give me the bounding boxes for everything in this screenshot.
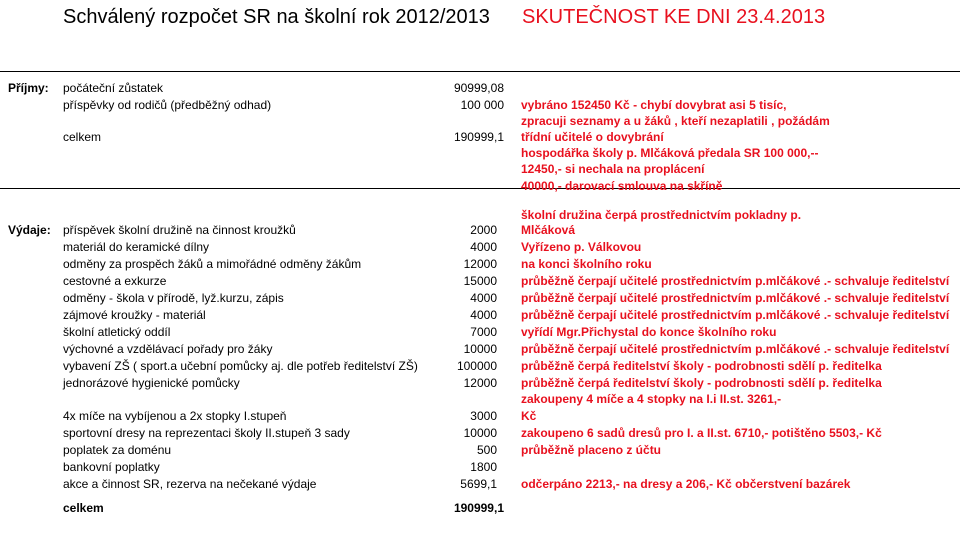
expense-row-value: 4000 (470, 240, 497, 254)
expense-row-name: odměny - škola v přírodě, lyž.kurzu, zápis (63, 291, 284, 305)
expense-row-name: vybavení ZŠ ( sport.a učební pomůcky aj. dle potřeb ředitelství ZŠ) (63, 359, 418, 373)
expense-note: průběžně čerpají učitelé prostřednictvím p.mlčákové .- schvaluje ředitelství (521, 308, 950, 322)
expense-row-value: 15000 (463, 274, 497, 288)
expense-row-value: 12000 (463, 376, 497, 390)
expense-row-name: materiál do keramické dílny (63, 240, 210, 254)
expense-row-name: zájmové kroužky - materiál (63, 308, 206, 322)
expense-note: Kč (521, 409, 537, 423)
grand-total-value: 190999,1 (453, 501, 504, 515)
expense-note: zakoupeny 4 míče a 4 stopky na I.i II.st. 3261,- (521, 392, 782, 406)
expense-row-value: 10000 (463, 342, 497, 356)
expense-note: průběžně čerpají učitelé prostřednictvím p.mlčákové .- schvaluje ředitelství (521, 274, 950, 288)
expense-row-name: bankovní poplatky (63, 460, 160, 474)
expense-row-name: 4x míče na vybíjenou a 2x stopky I.stupeň (63, 409, 287, 423)
expense-row-value: 2000 (470, 223, 497, 237)
page-title: Schválený rozpočet SR na školní rok 2012/2013 (63, 6, 490, 28)
expense-row-name: sportovní dresy na reprezentaci školy II.stupeň 3 sady (63, 426, 350, 440)
income-note: vybráno 152450 Kč - chybí dovybrat asi 5 tisíc, (521, 98, 787, 112)
expense-note: Vyřízeno p. Válkovou (521, 240, 642, 254)
expense-row-value: 1800 (470, 460, 497, 474)
income-note: hospodářka školy p. Mlčáková předala SR 100 000,-- (521, 146, 819, 160)
income-total-name: celkem (63, 130, 102, 144)
expense-row-name: příspěvek školní družině na činnost kroužků (63, 223, 296, 237)
income-note: 12450,- si nechala na proplácení (521, 162, 705, 176)
income-note: 40000,- darovací smlouva na skříně (521, 179, 723, 193)
expense-row-value: 10000 (463, 426, 497, 440)
expense-row-name: odměny za prospěch žáků a mimořádné odměny žákům (63, 257, 362, 271)
income-total-value: 190999,1 (453, 130, 504, 144)
expense-row-value: 500 (476, 443, 497, 457)
expense-row-name: výchovné a vzdělávací pořady pro žáky (63, 342, 273, 356)
expense-note: průběžně čerpá ředitelství školy - podrobnosti sdělí p. ředitelka (521, 359, 882, 373)
expense-row-name: školní atletický oddíl (63, 325, 171, 339)
expense-note: školní družina čerpá prostřednictvím pokladny p. (521, 208, 802, 222)
expense-note: na konci školního roku (521, 257, 652, 271)
income-row-name: příspěvky od rodičů (předběžný odhad) (63, 98, 272, 112)
income-note: třídní učitelé o dovybrání (521, 130, 664, 144)
expense-row-value: 7000 (470, 325, 497, 339)
expense-row-value: 3000 (470, 409, 497, 423)
expense-note: průběžně čerpají učitelé prostřednictvím p.mlčákové .- schvaluje ředitelství (521, 291, 950, 305)
expense-row-value: 100000 (456, 359, 497, 373)
expense-row-name: cestovné a exkurze (63, 274, 167, 288)
expense-note: průběžně čerpá ředitelství školy - podrobnosti sdělí p. ředitelka (521, 376, 882, 390)
expense-row-name: jednorázové hygienické pomůcky (63, 376, 240, 390)
expense-row-value: 4000 (470, 291, 497, 305)
expense-note: vyřídí Mgr.Přichystal do konce školního roku (521, 325, 777, 339)
divider-middle (0, 188, 960, 189)
income-row-value: 100 000 (460, 98, 504, 112)
expense-row-name: akce a činnost SR, rezerva na nečekané výdaje (63, 477, 317, 491)
income-row-value: 90999,08 (453, 81, 504, 95)
expense-note: zakoupeno 6 sadů dresů pro I. a II.st. 6710,- potištěno 5503,- Kč (521, 426, 882, 440)
expense-row-name: poplatek za doménu (63, 443, 172, 457)
income-note: zpracuji seznamy a u žáků , kteří nezaplatili , požádám (521, 114, 830, 128)
grand-total-label: celkem (63, 501, 104, 515)
divider-top (0, 71, 960, 72)
expense-row-value: 4000 (470, 308, 497, 322)
expense-note: Mlčáková (521, 223, 576, 237)
expense-note: průběžně čerpají učitelé prostřednictvím p.mlčákové .- schvaluje ředitelství (521, 342, 950, 356)
income-row-name: počáteční zůstatek (63, 81, 164, 95)
expense-row-value: 5699,1 (460, 477, 497, 491)
status-title: SKUTEČNOST KE DNI 23.4.2013 (522, 6, 826, 28)
expense-row-value: 12000 (463, 257, 497, 271)
expense-note: průběžně placeno z účtu (521, 443, 662, 457)
expenses-label: Výdaje: (8, 223, 51, 237)
income-label: Příjmy: (8, 81, 49, 95)
expense-note: odčerpáno 2213,- na dresy a 206,- Kč občerstvení bazárek (521, 477, 851, 491)
